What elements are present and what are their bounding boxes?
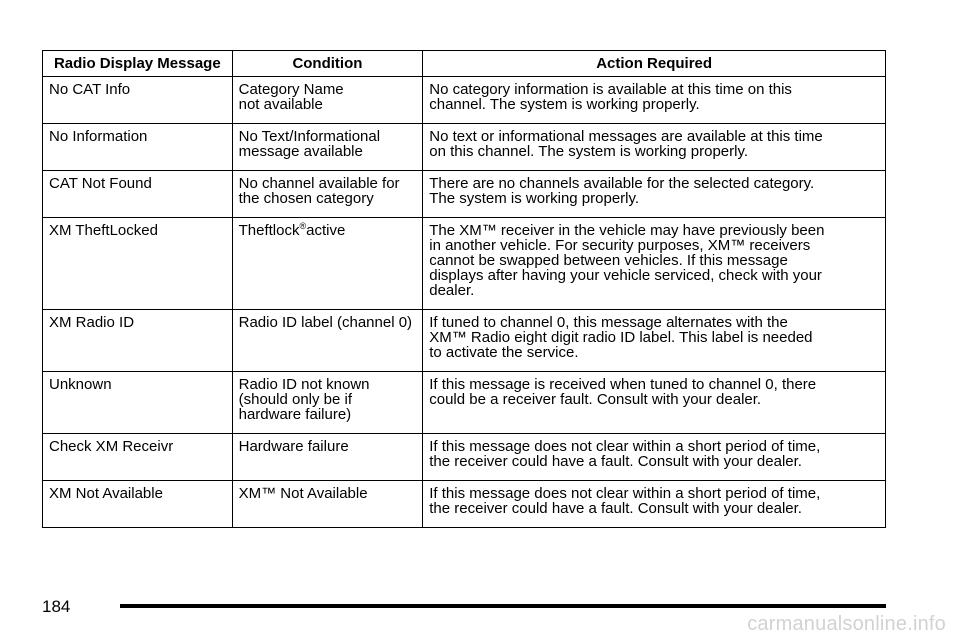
radio-messages-table-wrapper xyxy=(42,50,886,528)
message-cell: No Information xyxy=(43,124,233,171)
table-row xyxy=(43,481,886,528)
column-header-condition: Condition xyxy=(232,51,423,77)
condition-cell: Radio ID not known (should only be if hardware failure) xyxy=(232,372,423,434)
condition-cell: Radio ID label (channel 0) xyxy=(232,310,423,372)
table-row xyxy=(43,171,886,218)
condition-cell: Category Name not available xyxy=(232,77,423,124)
action-cell: The XM™ receiver in the vehicle may have previously been in another vehicle. For security purposes, XM™ receivers cannot be swapped between vehicles. If this message displays after having your vehicle serviced, check with your dealer. xyxy=(423,218,886,310)
radio-messages-table xyxy=(42,50,886,528)
watermark: carmanualsonline.info xyxy=(747,613,946,635)
table-row xyxy=(43,372,886,434)
table-row xyxy=(43,434,886,481)
condition-text: active xyxy=(306,222,346,239)
message-cell: No CAT Info xyxy=(43,77,233,124)
action-cell: There are no channels available for the selected category. The system is working properly. xyxy=(423,171,886,218)
message-cell: XM TheftLocked xyxy=(43,218,233,310)
condition-cell: XM™ Not Available xyxy=(232,481,423,528)
table-row xyxy=(43,310,886,372)
table-row xyxy=(43,77,886,124)
table-row xyxy=(43,124,886,171)
table-header-row xyxy=(43,51,886,77)
action-cell: If this message is received when tuned to channel 0, there could be a receiver fault. Consult with your dealer. xyxy=(423,372,886,434)
registered-mark: ® xyxy=(299,221,307,231)
action-cell: No text or informational messages are available at this time on this channel. The system is working properly. xyxy=(423,124,886,171)
column-header-action: Action Required xyxy=(423,51,886,77)
condition-cell: No Text/Informational message available xyxy=(232,124,423,171)
action-cell: If this message does not clear within a short period of time, the receiver could have a fault. Consult with your dealer. xyxy=(423,434,886,481)
message-cell: Unknown xyxy=(43,372,233,434)
condition-text: Theftlock xyxy=(238,222,300,239)
condition-cell: No channel available for the chosen category xyxy=(232,171,423,218)
page-number: 184 xyxy=(42,597,71,616)
action-cell: No category information is available at this time on this channel. The system is working properly. xyxy=(423,77,886,124)
message-cell: Check XM Receivr xyxy=(43,434,233,481)
action-cell: If this message does not clear within a short period of time, the receiver could have a fault. Consult with your dealer. xyxy=(423,481,886,528)
condition-cell xyxy=(232,218,423,310)
message-cell: CAT Not Found xyxy=(43,171,233,218)
action-cell: If tuned to channel 0, this message alternates with the XM™ Radio eight digit radio ID label. This label is needed to activate the service. xyxy=(423,310,886,372)
table-row xyxy=(43,218,886,310)
message-cell: XM Not Available xyxy=(43,481,233,528)
column-header-message: Radio Display Message xyxy=(43,51,233,77)
footer-rule xyxy=(120,604,886,608)
condition-cell: Hardware failure xyxy=(232,434,423,481)
message-cell: XM Radio ID xyxy=(43,310,233,372)
